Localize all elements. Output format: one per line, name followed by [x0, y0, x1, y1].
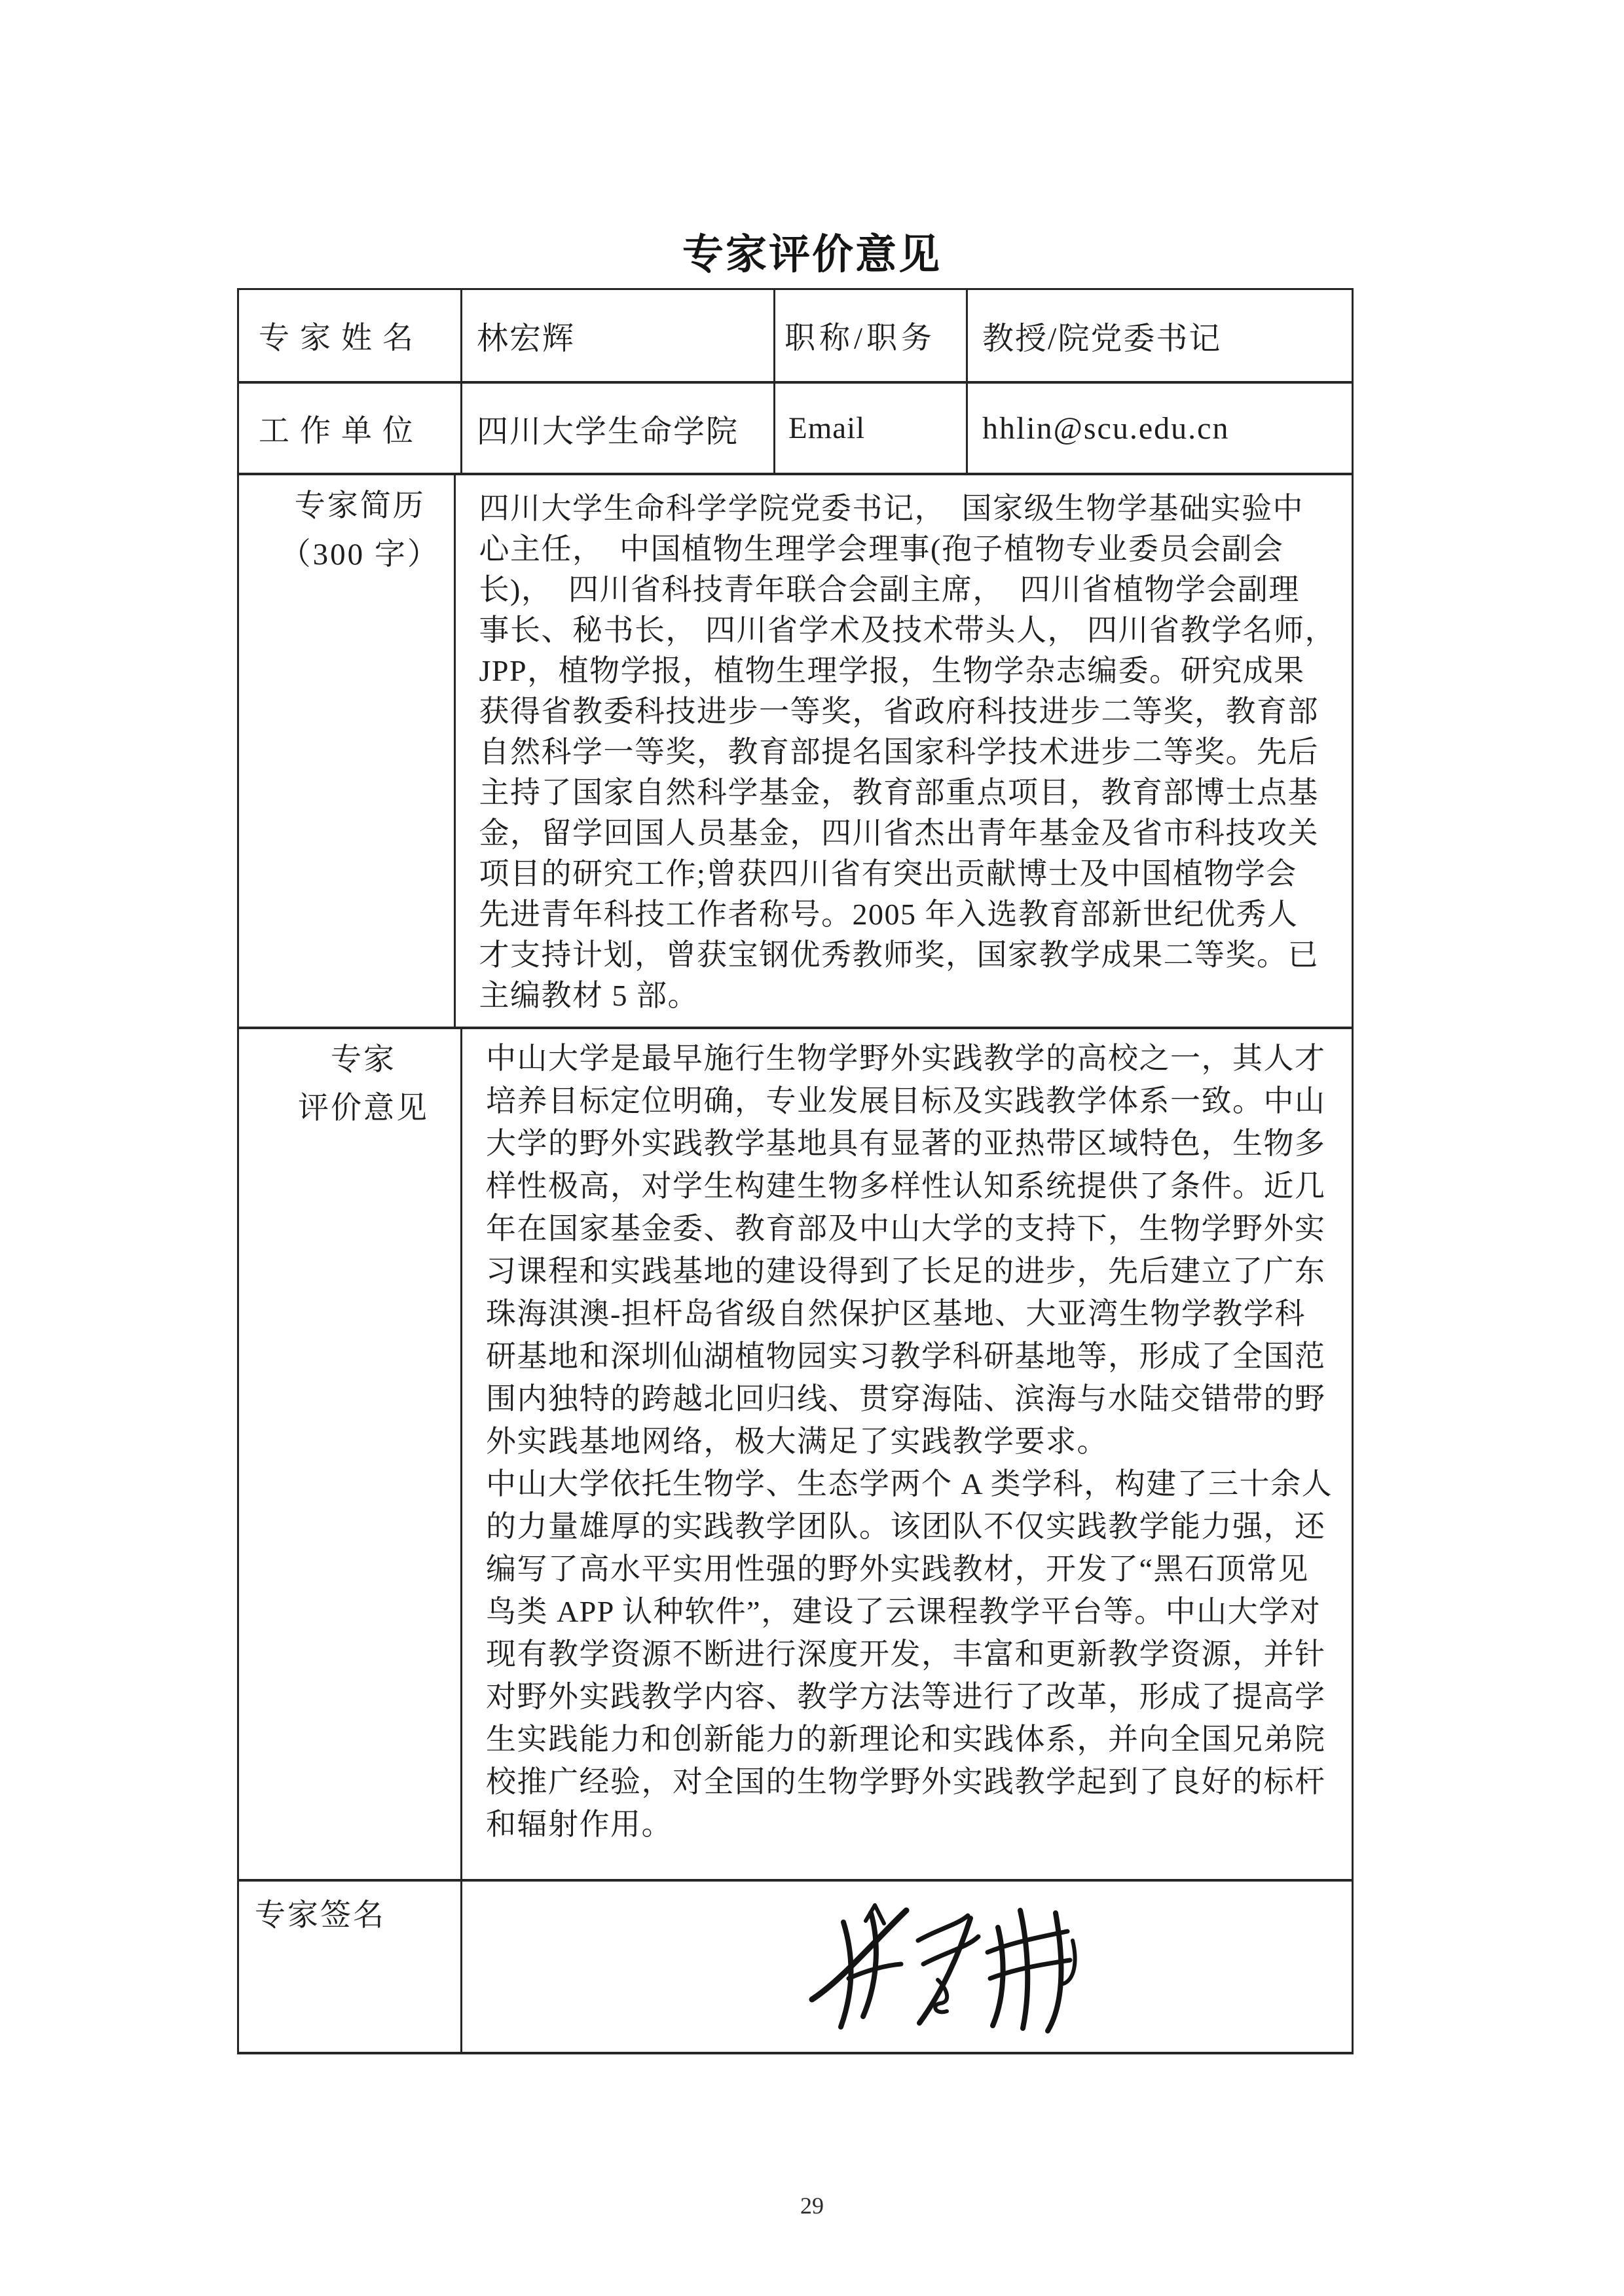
text-line: 校推广经验，对全国的生物学野外实践教学起到了良好的标杆	[486, 1765, 1326, 1798]
email-label-cell	[775, 384, 968, 473]
job-title-label: 职称/职务	[784, 321, 936, 355]
expert-evaluation-table	[237, 288, 1354, 2054]
bio-label-cell	[239, 475, 456, 1027]
handwritten-signature-icon	[803, 1900, 1091, 2034]
job-title-label-cell	[775, 290, 968, 381]
text-line: 珠海淇澳-担杆岛省级自然保护区基地、大亚湾生物学教学科	[486, 1297, 1306, 1330]
opinion-label-line1: 专家	[331, 1043, 396, 1077]
bio-content-cell	[456, 475, 1352, 1027]
opinion-label-cell	[239, 1029, 462, 1879]
bio-label	[239, 475, 454, 579]
page-title: 专家评价意见	[682, 232, 942, 278]
opinion-content-cell	[462, 1029, 1352, 1879]
expert-name-value: 林宏辉	[477, 321, 576, 356]
expert-name-label: 专家姓名	[259, 321, 424, 355]
table-row-expert-bio	[239, 475, 1352, 1029]
text-line: 获得省教委科技进步一等奖，省政府科技进步二等奖，教育部	[479, 695, 1319, 728]
text-line: 围内独特的跨越北回归线、贯穿海陆、滨海与水陆交错带的野	[486, 1382, 1326, 1415]
email-value-cell	[968, 384, 1352, 473]
signature-label-cell	[239, 1882, 462, 2052]
expert-name-value-cell	[462, 290, 775, 381]
text-line: 现有教学资源不断进行深度开发，丰富和更新教学资源，并针	[486, 1637, 1326, 1671]
opinion-label	[239, 1029, 460, 1133]
opinion-text	[462, 1029, 1352, 1846]
signature-content-cell	[462, 1882, 1352, 2052]
text-line: 对野外实践教学内容、教学方法等进行了改革，形成了提高学	[486, 1680, 1326, 1713]
text-line: 和辐射作用。	[486, 1808, 673, 1841]
text-line: 样性极高，对学生构建生物多样性认知系统提供了条件。近几	[486, 1169, 1326, 1203]
work-unit-value: 四川大学生命学院	[477, 414, 739, 449]
email-label: Email	[788, 411, 866, 445]
bio-label-line1: 专家简历	[294, 489, 426, 523]
expert-signature-image	[803, 1900, 1091, 2034]
text-line: 编写了高水平实用性强的野外实践教材，开发了“黑石顶常见	[486, 1552, 1309, 1586]
signature-label: 专家签名	[255, 1899, 386, 1933]
bio-label-line2: （300 字）	[280, 538, 440, 572]
text-line: 外实践基地网络，极大满足了实践教学要求。	[486, 1425, 1108, 1458]
page-number: 29	[800, 2193, 824, 2219]
text-line: 培养目标定位明确，专业发展目标及实践教学体系一致。中山	[486, 1084, 1326, 1118]
bio-text	[456, 475, 1352, 1016]
text-line: 主持了国家自然科学基金，教育部重点项目，教育部博士点基	[479, 776, 1319, 809]
text-line: 主编教材 5 部。	[479, 979, 699, 1012]
text-line: 研基地和深圳仙湖植物园实习教学科研基地等，形成了全国范	[486, 1339, 1326, 1373]
text-line: 自然科学一等奖，教育部提名国家科学技术进步二等奖。先后	[479, 735, 1319, 769]
text-line: 先进青年科技工作者称号。2005 年入选教育部新世纪优秀人	[479, 898, 1299, 931]
work-unit-value-cell	[462, 384, 775, 473]
text-line: 中山大学依托生物学、生态学两个 A 类学科，构建了三十余人	[486, 1467, 1333, 1501]
table-row-signature	[239, 1882, 1352, 2052]
text-line: 鸟类 APP 认种软件”，建设了云课程教学平台等。中山大学对	[486, 1595, 1321, 1628]
text-line: 的力量雄厚的实践教学团队。该团队不仅实践教学能力强，还	[486, 1510, 1326, 1543]
text-line: 金，留学回国人员基金，四川省杰出青年基金及省市科技攻关	[479, 816, 1319, 850]
text-line: 项目的研究工作;曾获四川省有突出贡献博士及中国植物学会	[479, 857, 1297, 890]
text-line: 习课程和实践基地的建设得到了长足的进步，先后建立了广东	[486, 1254, 1326, 1288]
text-line: 事长、秘书长， 四川省学术及技术带头人， 四川省教学名师，	[479, 613, 1336, 647]
expert-name-label-cell	[239, 290, 462, 381]
work-unit-label-cell	[239, 384, 462, 473]
text-line: JPP，植物学报，植物生理学报，生物学杂志编委。研究成果	[479, 654, 1305, 687]
email-value: hhlin@scu.edu.cn	[982, 410, 1230, 446]
text-line: 四川大学生命科学学院党委书记， 国家级生物学基础实验中	[479, 492, 1304, 525]
table-row-work-unit	[239, 384, 1352, 475]
text-line: 生实践能力和创新能力的新理论和实践体系，并向全国兄弟院	[486, 1722, 1326, 1756]
text-line: 中山大学是最早施行生物学野外实践教学的高校之一，其人才	[486, 1042, 1326, 1075]
opinion-label-line2: 评价意见	[298, 1091, 429, 1125]
job-title-value: 教授/院党委书记	[982, 321, 1222, 356]
table-row-expert-name	[239, 290, 1352, 384]
text-line: 大学的野外实践教学基地具有显著的亚热带区域特色，生物多	[486, 1127, 1326, 1160]
job-title-value-cell	[968, 290, 1352, 381]
table-row-evaluation-opinion	[239, 1029, 1352, 1882]
text-line: 长)， 四川省科技青年联合会副主席， 四川省植物学会副理	[479, 573, 1300, 606]
work-unit-label: 工作单位	[259, 414, 424, 448]
text-line: 才支持计划，曾获宝钢优秀教师奖，国家教学成果二等奖。已	[479, 938, 1319, 972]
text-line: 年在国家基金委、教育部及中山大学的支持下，生物学野外实	[486, 1212, 1326, 1245]
text-line: 心主任， 中国植物生理学会理事(孢子植物专业委员会副会	[479, 532, 1284, 566]
